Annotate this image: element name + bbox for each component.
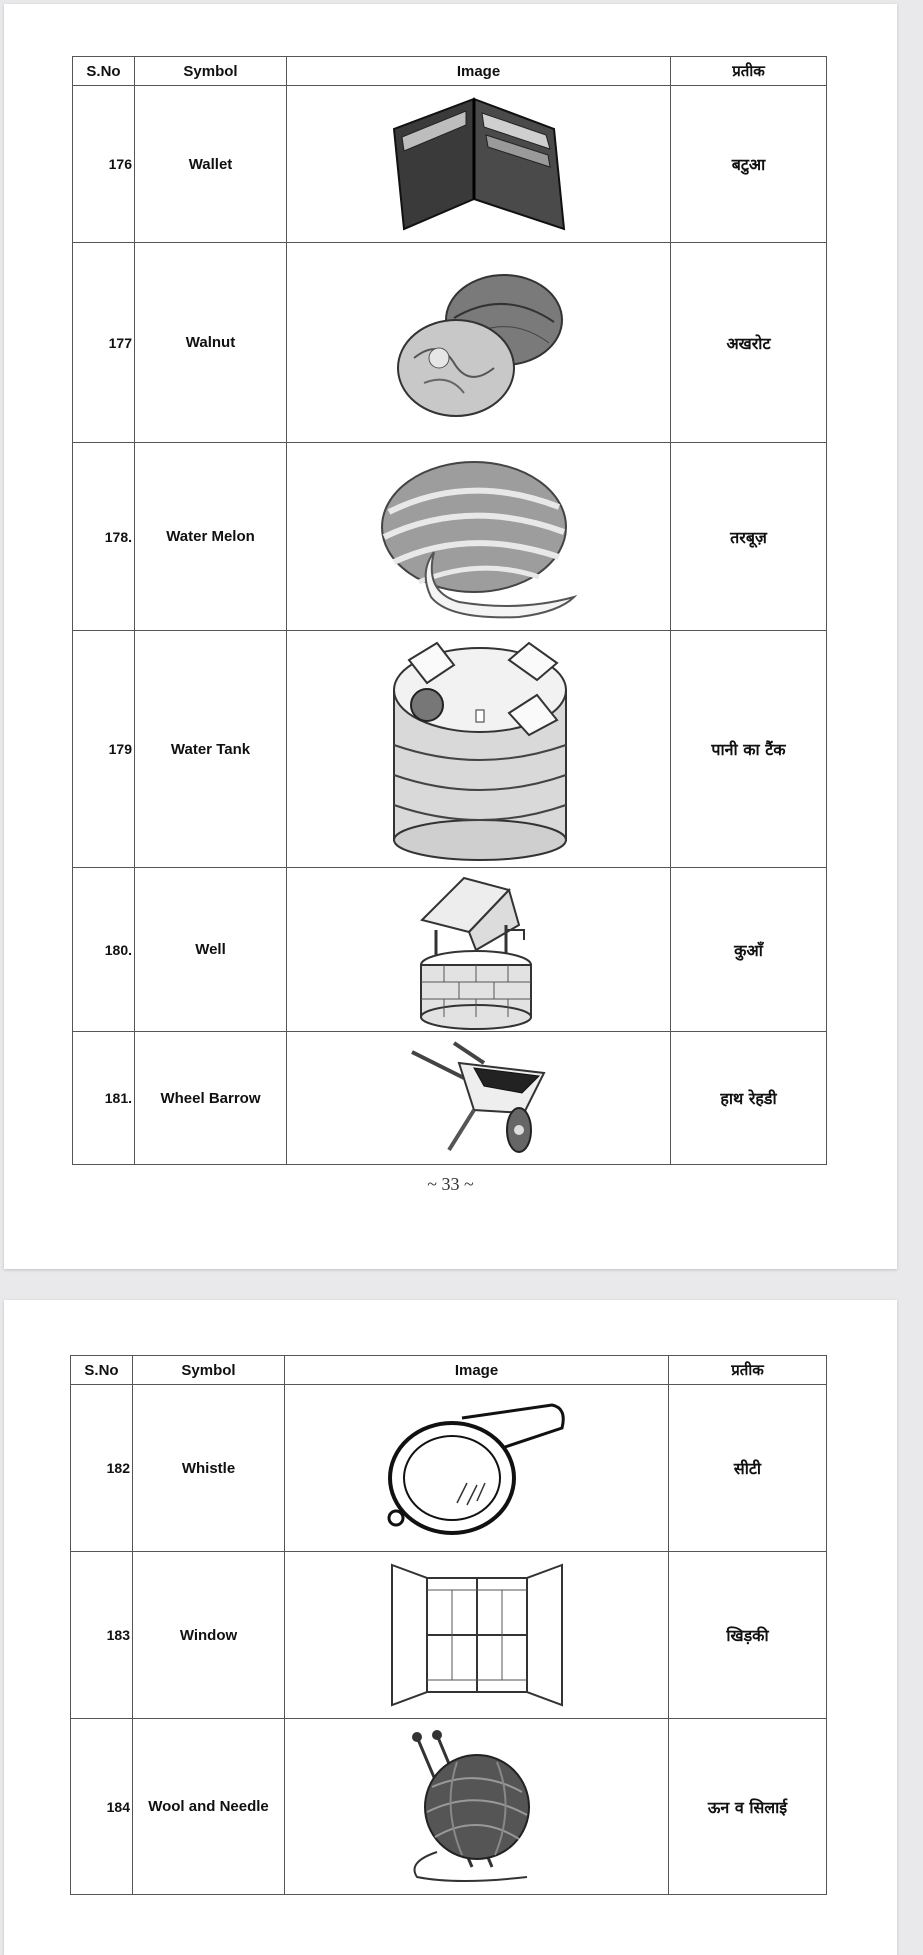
page-number: ~ 33 ~ bbox=[427, 1174, 474, 1194]
header-hindi: प्रतीक bbox=[671, 57, 827, 86]
table-row bbox=[71, 1385, 827, 1552]
symbol-table-2 bbox=[70, 1355, 827, 1895]
row-image-cell bbox=[285, 1719, 669, 1895]
table-row bbox=[71, 1719, 827, 1895]
row-symbol: Wheel Barrow bbox=[135, 1032, 287, 1165]
row-sno: 177 bbox=[73, 243, 135, 443]
document-page-2 bbox=[4, 1300, 897, 1955]
row-sno: 181. bbox=[73, 1032, 135, 1165]
row-sno: 179 bbox=[73, 631, 135, 868]
row-hindi: बटुआ bbox=[671, 86, 827, 243]
header-sno: S.No bbox=[73, 57, 135, 86]
wheel-barrow-icon bbox=[404, 1038, 554, 1158]
walnut-icon bbox=[384, 258, 574, 428]
row-symbol: Well bbox=[135, 868, 287, 1032]
document-page-1 bbox=[4, 4, 897, 1269]
symbol-table-1 bbox=[72, 56, 827, 1165]
header-hindi: प्रतीक bbox=[669, 1356, 827, 1385]
table-row bbox=[71, 1552, 827, 1719]
water-tank-icon bbox=[379, 635, 579, 863]
wallet-icon bbox=[374, 89, 584, 239]
table-header-row bbox=[73, 57, 827, 86]
row-hindi: कुआँ bbox=[671, 868, 827, 1032]
row-symbol: Water Tank bbox=[135, 631, 287, 868]
row-hindi: तरबूज़ bbox=[671, 443, 827, 631]
row-image-cell bbox=[287, 243, 671, 443]
header-image: Image bbox=[285, 1356, 669, 1385]
table-row bbox=[73, 868, 827, 1032]
row-hindi: अखरोट bbox=[671, 243, 827, 443]
row-image-cell bbox=[285, 1552, 669, 1719]
header-symbol: Symbol bbox=[135, 57, 287, 86]
row-symbol: Water Melon bbox=[135, 443, 287, 631]
watermelon-icon bbox=[369, 452, 589, 622]
row-sno: 178. bbox=[73, 443, 135, 631]
row-symbol: Window bbox=[133, 1552, 285, 1719]
table-row bbox=[73, 86, 827, 243]
row-sno: 183 bbox=[71, 1552, 133, 1719]
whistle-icon bbox=[382, 1393, 572, 1543]
header-symbol: Symbol bbox=[133, 1356, 285, 1385]
row-image-cell bbox=[287, 86, 671, 243]
row-image-cell bbox=[287, 631, 671, 868]
wool-needle-icon bbox=[397, 1727, 557, 1887]
table-row bbox=[73, 443, 827, 631]
row-image-cell bbox=[287, 868, 671, 1032]
row-sno: 182 bbox=[71, 1385, 133, 1552]
header-sno: S.No bbox=[71, 1356, 133, 1385]
row-hindi: ऊन व सिलाई bbox=[669, 1719, 827, 1895]
row-sno: 184 bbox=[71, 1719, 133, 1895]
well-icon bbox=[414, 870, 544, 1030]
table-row bbox=[73, 631, 827, 868]
header-image: Image bbox=[287, 57, 671, 86]
table-row bbox=[73, 243, 827, 443]
row-sno: 176 bbox=[73, 86, 135, 243]
row-symbol: Walnut bbox=[135, 243, 287, 443]
row-hindi: पानी का टैंक bbox=[671, 631, 827, 868]
row-image-cell bbox=[285, 1385, 669, 1552]
row-image-cell bbox=[287, 443, 671, 631]
row-hindi: सीटी bbox=[669, 1385, 827, 1552]
row-symbol: Wool and Needle bbox=[133, 1719, 285, 1895]
row-symbol: Wallet bbox=[135, 86, 287, 243]
window-icon bbox=[387, 1560, 567, 1710]
row-hindi: खिड़की bbox=[669, 1552, 827, 1719]
row-symbol: Whistle bbox=[133, 1385, 285, 1552]
row-sno: 180. bbox=[73, 868, 135, 1032]
table-row bbox=[73, 1032, 827, 1165]
row-hindi: हाथ रेहडी bbox=[671, 1032, 827, 1165]
table-header-row bbox=[71, 1356, 827, 1385]
row-image-cell bbox=[287, 1032, 671, 1165]
